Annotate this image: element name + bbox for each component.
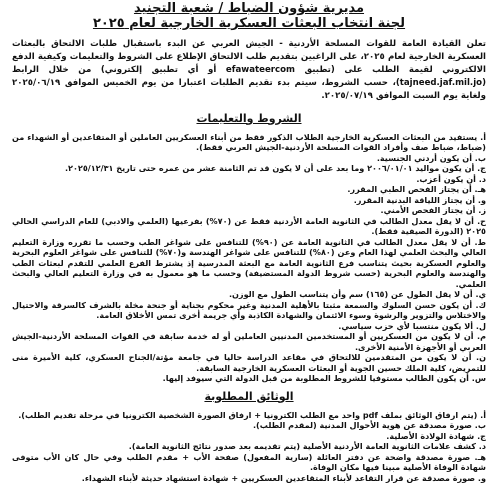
document-page bbox=[0, 1, 500, 501]
conditions-list bbox=[12, 132, 486, 384]
conditions-heading: الشروط والتعليمات bbox=[196, 111, 302, 125]
list-item: م. أن لا يكون من العسكريين أو المستخدمين المدنيين العاملين أو له خدمة سابقة في القوات المسلحة الأردنية-الجيش العربي أو الأجهزة الأمنية الأخرى. bbox=[12, 331, 486, 352]
list-item: هـ. أن يجتاز الفحص الطبي المقرر. bbox=[347, 184, 486, 195]
list-item: ك. أن يكون حسن السلوك والسمعة مثبتا بالأهلية المدنية وغير محكوم بجناية أو جنحة مخلة بالشرف كالسرقة والاحتيال والاختلاس والتزوير والرشوة وسوء الائتمان والشهادة الكاذبة وأي جريمة أخرى تمس الأخلاق العامة. bbox=[12, 299, 486, 321]
list-item: ج. شهادة الولادة الأصلية. bbox=[386, 430, 486, 441]
list-item: ط. أن لا يقل معدل الطالب في الثانوية العامة عن (٩٠%) للتنافس على شواغر الطب وحسب ما تقرره وزارة التعليم العالي والبحث العلمي لهذا العام وعن (٨٠%) للتنافس على شواغر الهندسة و(٧٠%) للتنافس على شواغر العلوم البحرية والعلوم العسكرية بحيث يتناسب فرع الثانوية العامة مع البعثة المدرسية إذ يشترط الفرع العلمي للتقدم لبعثات الطب والهندسة والعلوم البحرية (حسب شروط الدولة المستضيفة) وحسب ما هو معمول به في وزارة التعليم العالي والبحث العلمي. bbox=[12, 236, 486, 289]
list-item: د. أن يكون أعزب. bbox=[416, 173, 486, 184]
list-item: ل. ألا يكون منتسبا لأي حزب سياسي. bbox=[338, 320, 486, 331]
list-item: ح. أن لا يقل معدل الطالب في الثانوية العامة الأردنية فقط عن (٧٠%) بفرعيها (العلمي والادبي) للعام الدراسي الحالي ٢٠٢٥ (الدورة الصيفية فقط). bbox=[12, 215, 486, 237]
list-item: و. أن يجتاز اللياقة البدنية المقرر. bbox=[353, 194, 486, 205]
list-item: ج. أن يكون مواليد ٢٠٠٦/٠١/٠١ وما بعد على أن لا يكون قد تم الثامنة عشر من عمره حتى تاريخ ٢٠٢٥/١٢/٣١. bbox=[64, 163, 486, 174]
list-item: د. كشف علامات الثانوية العامة الأردنية الأصلية (يتم تقديمه بعد صدور نتائج الثانوية العامة). bbox=[128, 441, 486, 452]
list-item: و. صورة مصدقة عن قرار التقاعد لأبناء المتقاعدين العسكريين + شهادة استشهاد حديثة لأبناء الشهداء. bbox=[81, 472, 486, 483]
intro-paragraph: تعلن القيادة العامة للقوات المسلحة الأردنية - الجيش العربي عن البدء باستقبال طلبات الالتحاق بالبعثات العسكرية الخارجية لعام ٢٠٢٥، على الراغبين بتقديم طلب الالتحاق الإطلاع على الشروط والتعليمات وكيفية الدفع الالكتروني لقيمة الطلب على (تطبيق efawateercom أو أي تطبيق إلكتروني) من خلال الرابط (tajneed.jaf.mil.jo)، حسب الشروط، سيتم بدء تقديم الطلبات اعتبارا من يوم الخميس الموافق ٢٠٢٥/٠٦/١٩ ولغاية يوم السبت الموافق ٢٠٢٥/٠٧/١٩. bbox=[12, 39, 486, 101]
list-item: هـ. صورة مصدقة واضحة عن دفتر العائلة (سارية المفعول) صفحة الأب + مقدم الطلب وفي حال كان الأب متوفى شهادة الوفاة الأصلية مبينا فيها مكان الوفاة. bbox=[12, 451, 486, 473]
documents-list bbox=[12, 410, 486, 484]
list-item: أ. يستفيد من البعثات العسكرية الخارجية الطلاب الذكور فقط من أبناء العسكريين العاملين أو المتقاعدين أو الشهداء من (ضباط، ضباط صف وأفراد القوات المسلحة الأردنية-الجيش العربي فقط). bbox=[12, 131, 486, 153]
list-item: ي. أن لا يقل الطول عن (١٦٥) سم وأن يتناسب الطول مع الوزن. bbox=[228, 289, 486, 300]
document-subtitle: لجنة انتخاب البعثات العسكرية الخارجية لعام ٢٠٢٥ bbox=[92, 16, 406, 31]
list-item: أ. (يتم ارفاق الوثائق بملف pdf واحد مع الطلب الكترونيا + ارفاق الصورة الشخصية الكترونيا في مرحلة تقديم الطلب). bbox=[18, 409, 486, 420]
documents-heading: الوثائق المطلوبة bbox=[204, 389, 294, 403]
document-title: مديرية شؤون الضباط / شعبة التجنيد bbox=[133, 1, 365, 16]
list-item: س. أن يكون الطالب مستوفيا للشروط المطلوبة من قبل الدولة التي سيوفد إليها. bbox=[162, 373, 486, 384]
list-item: ن. أن لا يكون من المتقدمين للالتحاق في مقاعد الدراسة حاليا في جامعة مؤتة/الجناح العسكري، كلية الأميرة منى للتمريض، كلية الملك حسين الجوية أو البعثات العسكرية الخارجية السابقة. bbox=[12, 352, 486, 373]
list-item: ب. أن يكون أردني الجنسية. bbox=[376, 152, 486, 163]
list-item: ز. أن يجتاز الفحص الأمني. bbox=[380, 205, 486, 216]
list-item: ب. صورة مصدقة عن هوية الأحوال المدنية (لمقدم الطلب). bbox=[252, 420, 486, 431]
